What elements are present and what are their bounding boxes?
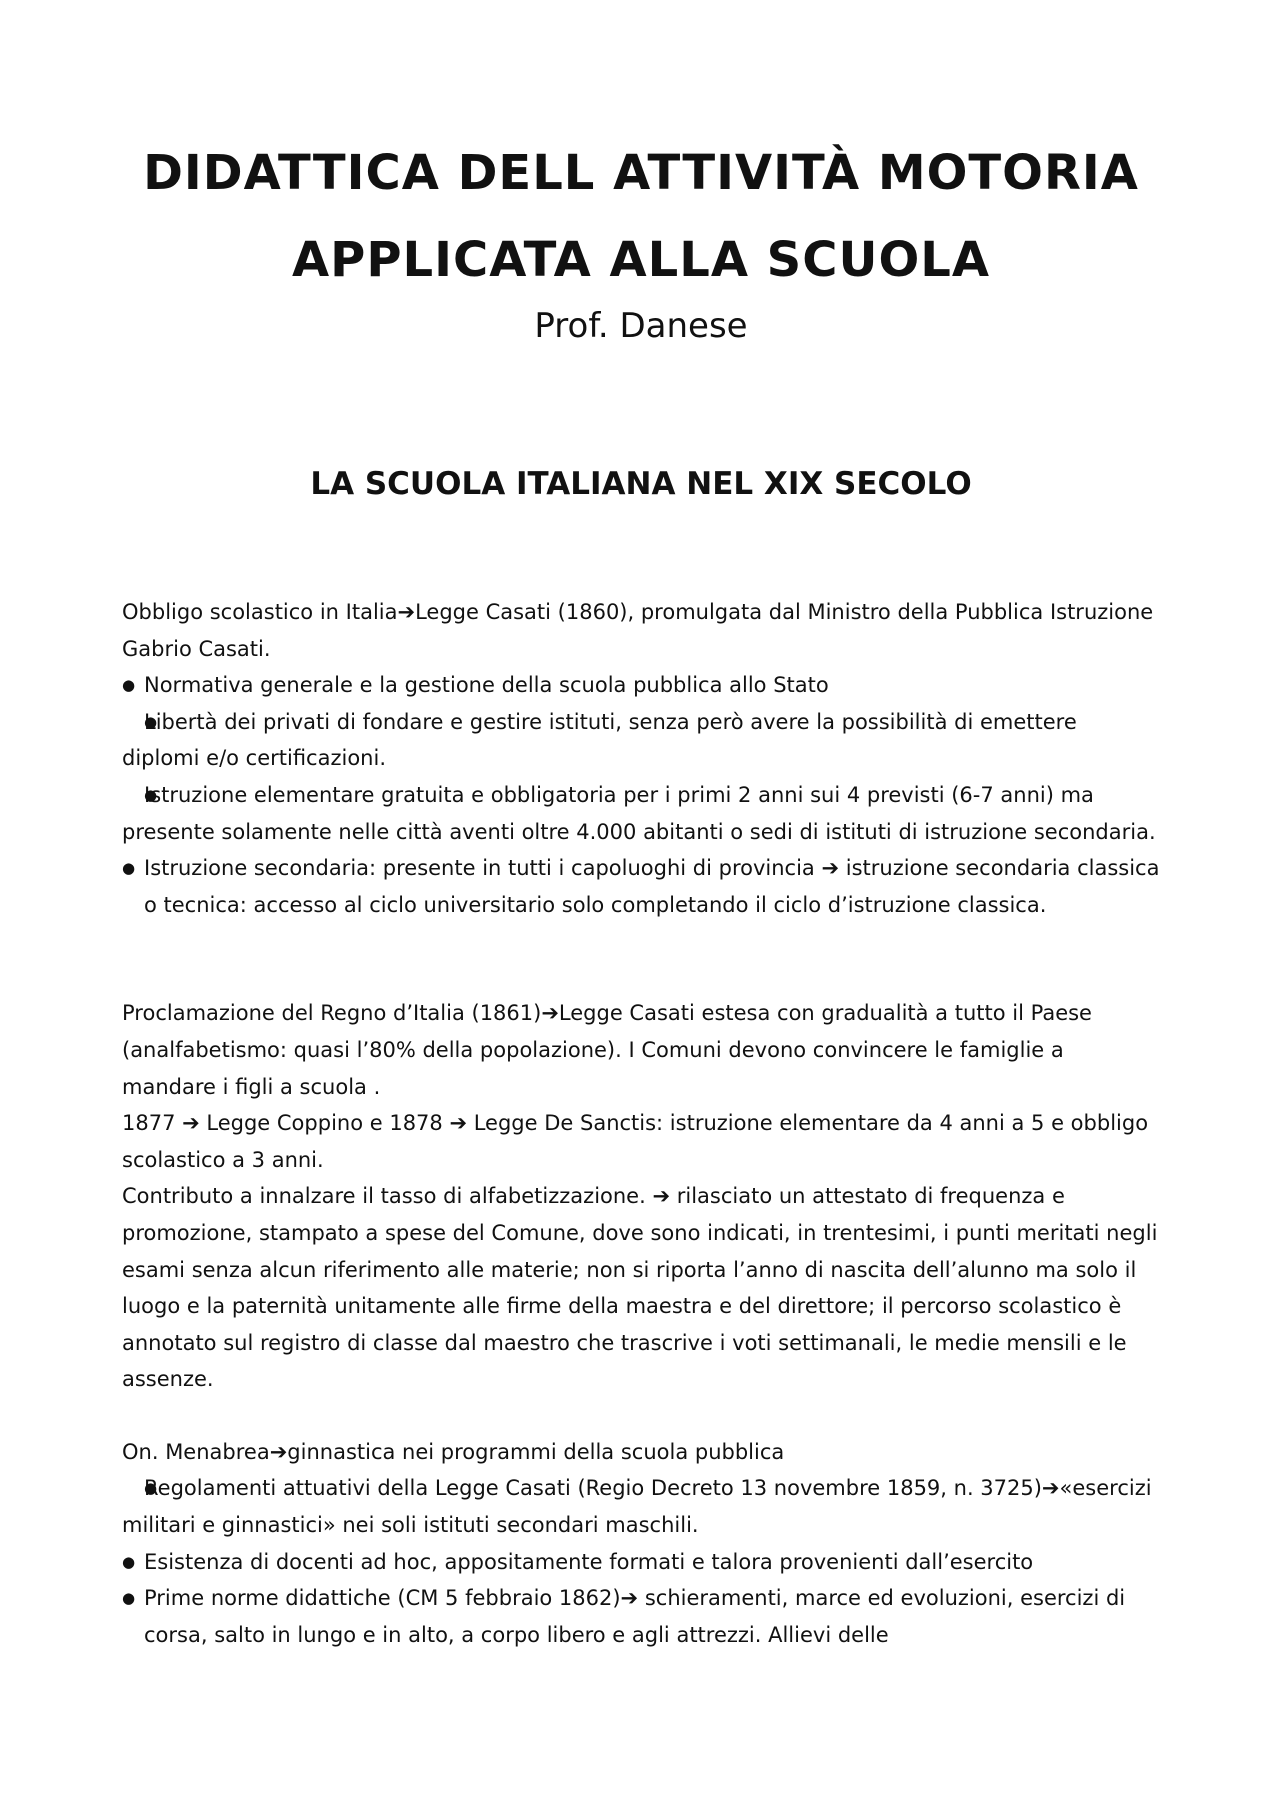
list-item: ● Normativa generale e la gestione della scuola pubblica allo Stato [122,667,1160,704]
section-title: LA SCUOLA ITALIANA NEL XIX SECOLO [310,466,972,502]
bullet-list [122,1470,1160,1653]
paragraph: Contributo a innalzare il tasso di alfabetizzazione. ➔ rilasciato un attestato di frequenza e promozione, stampato a spese del Comune, dove sono indicati, in trentesimi, i punti meritati negli esami senza alcun riferimento alle materie; non si riporta l’anno di nascita dell’alunno ma solo il luogo e la paternità unitamente alle firme della maestra e del direttore; il percorso scolastico è annotato sul registro di classe dal maestro che trascrive i voti settimanali, le medie mensili e le assenze. [122,1184,1158,1392]
paragraph: 1877 ➔ Legge Coppino e 1878 ➔ Legge De Sanctis: istruzione elementare da 4 anni a 5 e obbligo scolastico a 3 anni. [122,1111,1149,1172]
section-legge-casati [122,594,1160,923]
paragraph: Proclamazione del Regno d’Italia (1861)➔Legge Casati estesa con gradualità a tutto il Paese (analfabetismo: quasi l’80% della popolazione). I Comuni devono convincere le famiglie a mandare i figli a scuola . [122,1001,1092,1099]
list-item: ● Regolamenti attuativi della Legge Casati (Regio Decreto 13 novembre 1859, n. 3725)➔«esercizi militari e ginnastici» nei soli istituti secondari maschili. [122,1470,1160,1543]
list-item: ● Istruzione elementare gratuita e obbligatoria per i primi 2 anni sui 4 previsti (6-7 anni) ma presente solamente nelle città aventi oltre 4.000 abitanti o sedi di istituti di istruzione secondaria. [122,777,1160,850]
list-item: ● Istruzione secondaria: presente in tutti i capoluoghi di provincia ➔ istruzione secondaria classica o tecnica: accesso al ciclo universitario solo completando il ciclo d’istruzione classica. [122,850,1160,923]
list-item: ● Prime norme didattiche (CM 5 febbraio 1862)➔ schieramenti, marce ed evoluzioni, esercizi di corsa, salto in lungo e in alto, a corpo libero e agli attrezzi. Allievi delle [122,1580,1160,1653]
document-title [122,130,1160,304]
list-item: ● Esistenza di docenti ad hoc, appositamente formati e talora provenienti dall’esercito [122,1544,1160,1581]
list-item: ● Libertà dei privati di fondare e gestire istituti, senza però avere la possibilità di emettere diplomi e/o certificazioni. [122,704,1160,777]
title-line-2: APPLICATA ALLA SCUOLA [292,232,990,288]
author: Prof. Danese [534,306,748,346]
section-regno-italia [122,995,1160,1398]
paragraph-intro: On. Menabrea➔ginnastica nei programmi della scuola pubblica [122,1439,785,1464]
paragraph-intro: Obbligo scolastico in Italia➔Legge Casati (1860), promulgata dal Ministro della Pubblica Istruzione Gabrio Casati. [122,600,1154,661]
bullet-list [122,667,1160,923]
title-line-1: DIDATTICA DELL ATTIVITÀ MOTORIA [143,145,1139,201]
section-ginnastica [122,1434,1160,1654]
